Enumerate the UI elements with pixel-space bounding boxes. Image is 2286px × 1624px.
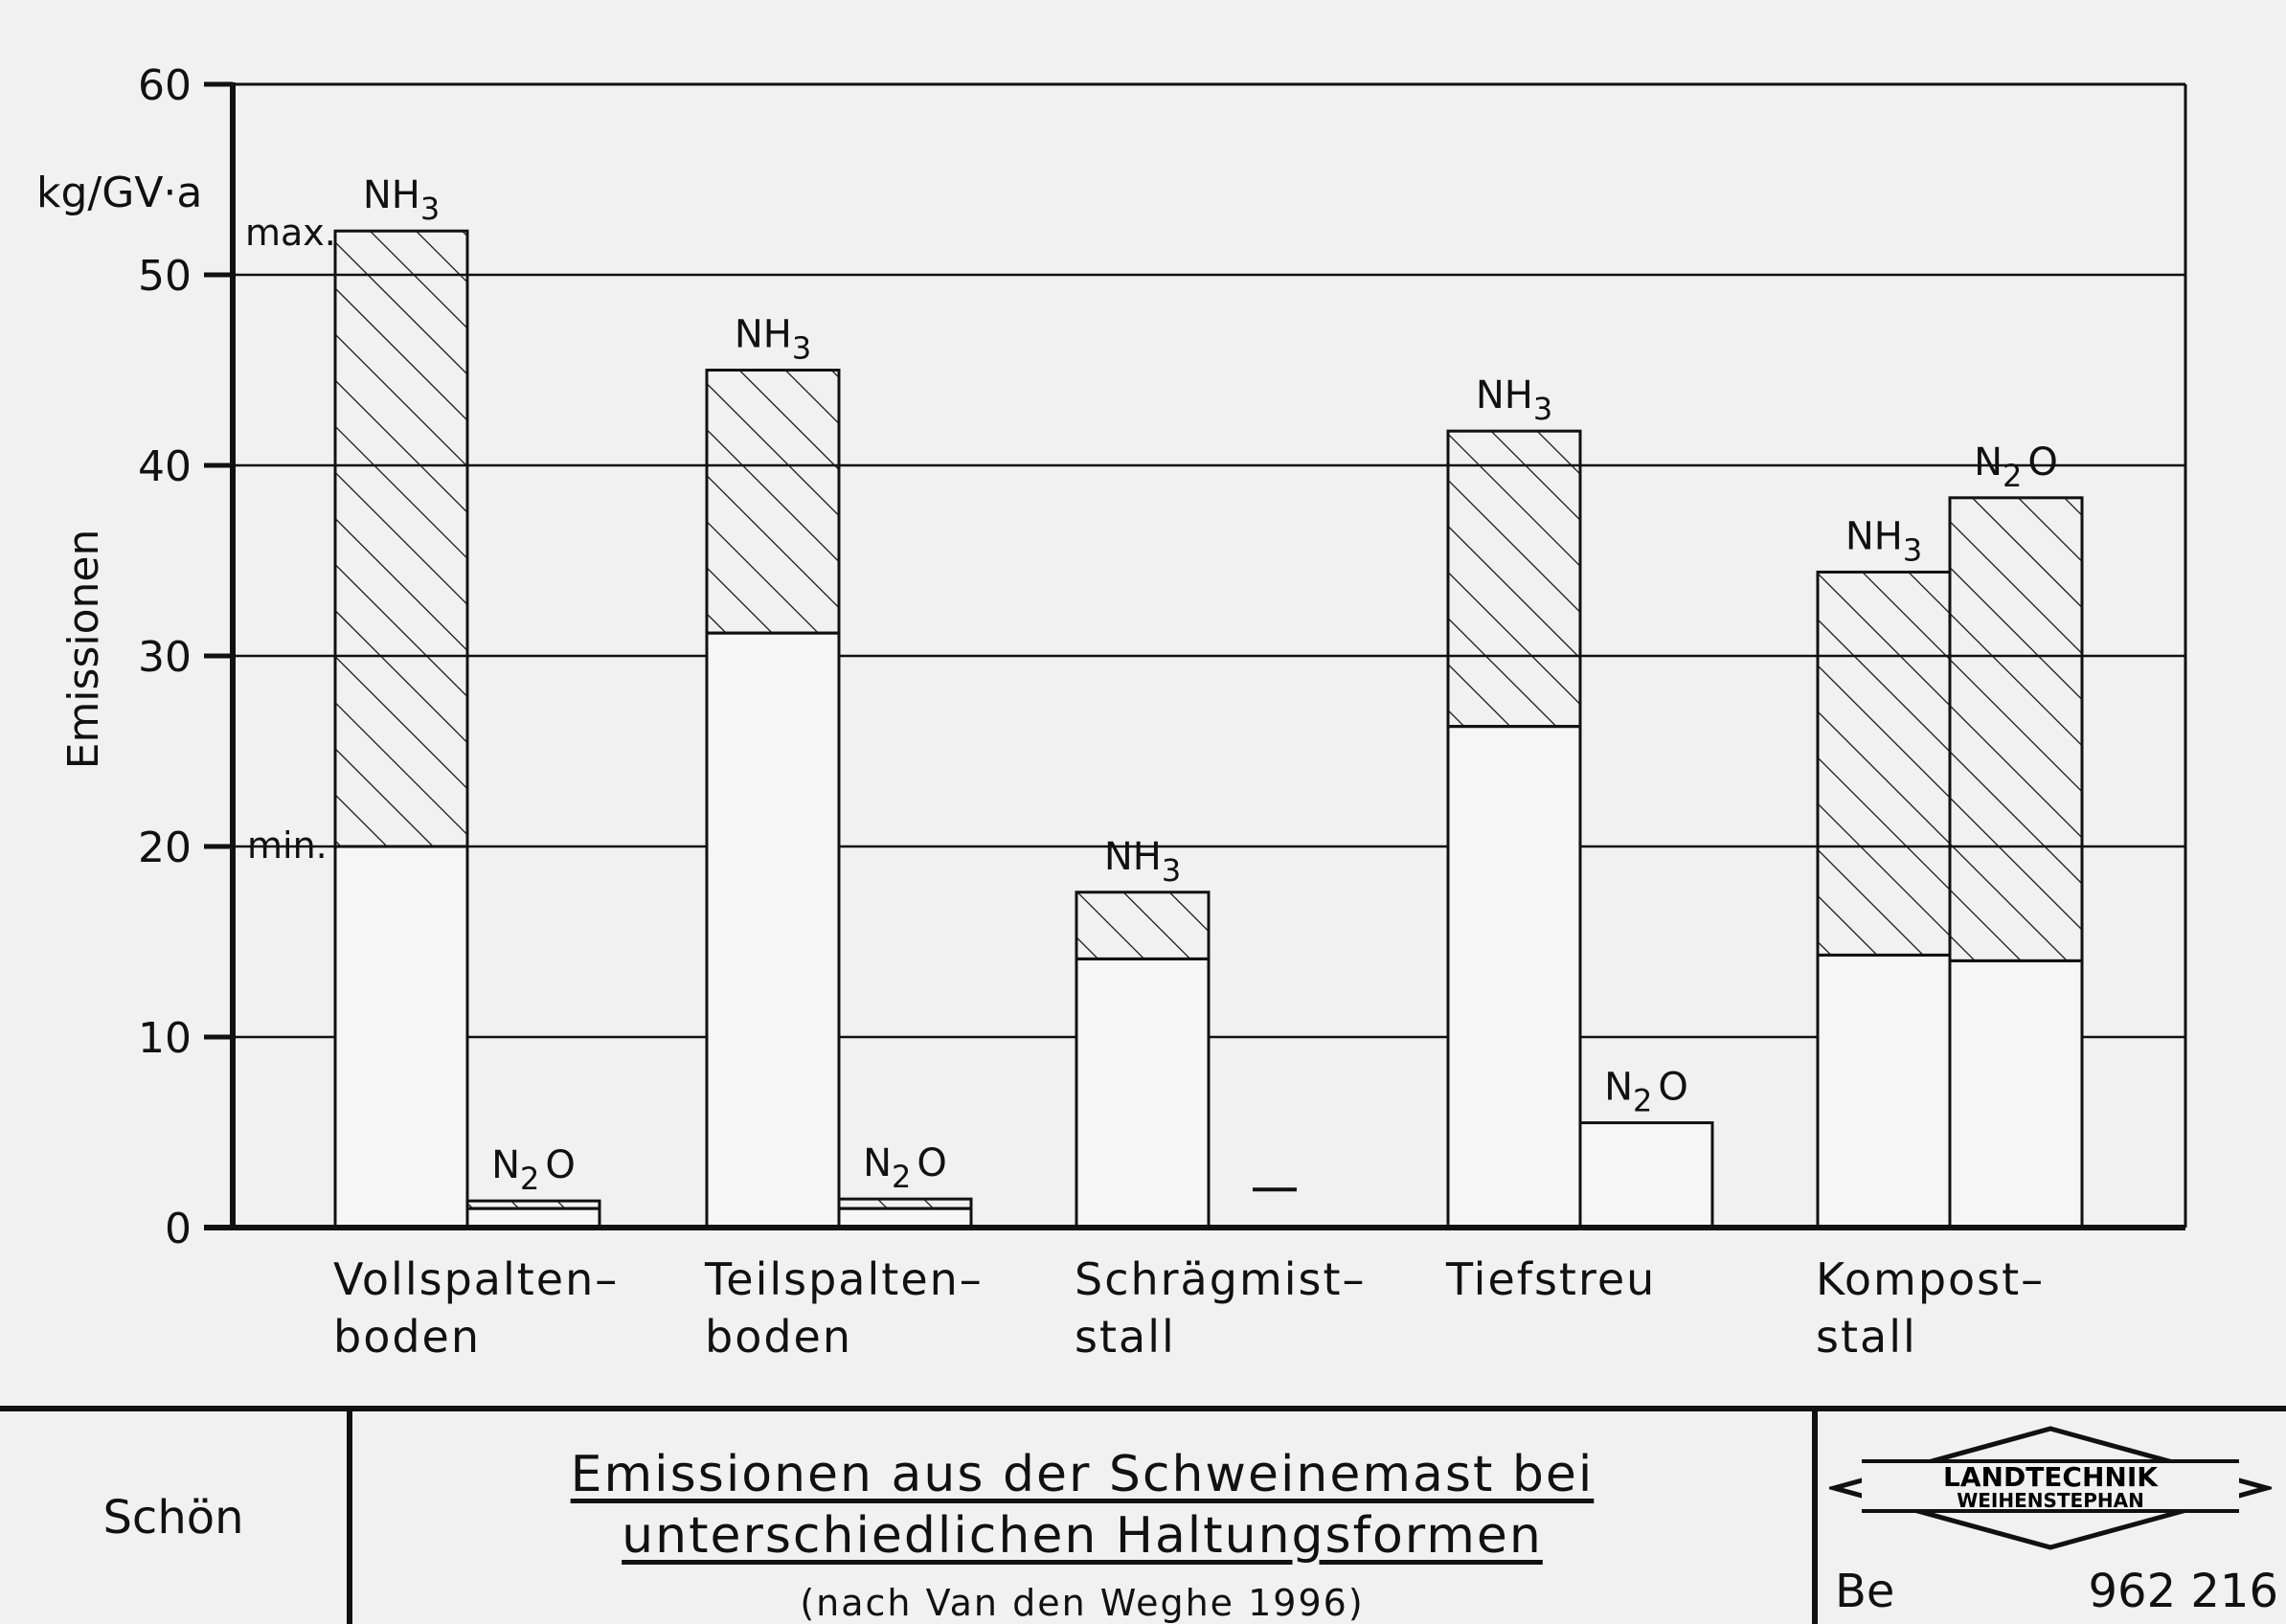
- y-axis-title: Emissionen: [59, 529, 108, 770]
- max-annotation: max.: [245, 212, 336, 254]
- bar-series-label: $NH_3$: [1845, 514, 1923, 569]
- y-tick-label: 10: [138, 1014, 192, 1063]
- y-tick-label: 30: [138, 633, 192, 682]
- bar-series-label: $NH_3$: [1103, 834, 1182, 889]
- bar-min-segment: [1818, 955, 1950, 1228]
- x-category-label: Teilspalten–: [705, 1253, 984, 1305]
- bar-min-segment: [335, 846, 467, 1228]
- chart-title-line-2: unterschiedlichen Haltungsformen: [622, 1507, 1543, 1565]
- y-unit-label: kg/GV·a: [36, 169, 203, 217]
- bar-series-label: $N_2$ O: [863, 1141, 947, 1196]
- author-cell: [0, 1411, 352, 1624]
- bar-min-segment: [1950, 960, 2082, 1228]
- bar-hatch-fill: [1950, 498, 2082, 961]
- bar-min-segment: [707, 633, 839, 1228]
- y-tick-label: 0: [165, 1205, 192, 1253]
- bar-hatch-fill: [1076, 892, 1209, 959]
- code-left: Be: [1835, 1565, 1895, 1618]
- logo-text-1: LANDTECHNIK: [1943, 1461, 2158, 1493]
- bar-hatch-fill: [1448, 431, 1580, 726]
- bar-hatch-fill: [335, 231, 467, 846]
- bar-series-label: $NH_3$: [362, 173, 441, 228]
- y-tick-label: 40: [138, 442, 192, 491]
- bar-min-segment: [1076, 959, 1209, 1228]
- source-note: (nach Van den Weghe 1996): [800, 1582, 1365, 1624]
- x-category-label: stall: [1075, 1311, 1176, 1363]
- bar-series-label: $N_2$ O: [1974, 440, 2058, 494]
- x-category-label: Tiefstreu: [1446, 1253, 1657, 1305]
- y-tick-label: 50: [138, 252, 192, 301]
- x-category-label: stall: [1816, 1311, 1917, 1363]
- x-category-label: Kompost–: [1816, 1253, 2046, 1305]
- bar-series-label: $N_2$ O: [1604, 1065, 1688, 1119]
- chart-title-line-1: Emissionen aus der Schweinemast bei: [570, 1446, 1595, 1503]
- bar-hatch-fill: [707, 371, 839, 634]
- stamp-cell: [1818, 1411, 2286, 1624]
- bars: [335, 231, 2082, 1228]
- x-category-label: boden: [333, 1311, 481, 1363]
- code-right: 962 216: [2088, 1565, 2278, 1618]
- bar-hatch-fill: [1818, 572, 1950, 955]
- title-block: [0, 1406, 2286, 1624]
- x-category-label: Schrägmist–: [1075, 1253, 1367, 1305]
- x-category-label: boden: [705, 1311, 852, 1363]
- bar-series-label: $NH_3$: [734, 312, 812, 367]
- landtechnik-logo: [1829, 1425, 2272, 1559]
- x-category-label: Vollspalten–: [333, 1253, 620, 1305]
- title-cell: [352, 1411, 1818, 1624]
- logo-text-2: WEIHENSTEPHAN: [1957, 1489, 2144, 1512]
- bar-series-label: $N_2$ O: [491, 1143, 576, 1198]
- y-tick-label: 20: [138, 823, 192, 872]
- bar-min-segment: [1580, 1123, 1712, 1228]
- bar-series-label: $NH_3$: [1475, 373, 1553, 428]
- author-name: Schön: [102, 1491, 244, 1545]
- min-annotation: min.: [247, 824, 328, 867]
- y-tick-label: 60: [138, 61, 192, 110]
- bar-min-segment: [1448, 727, 1580, 1228]
